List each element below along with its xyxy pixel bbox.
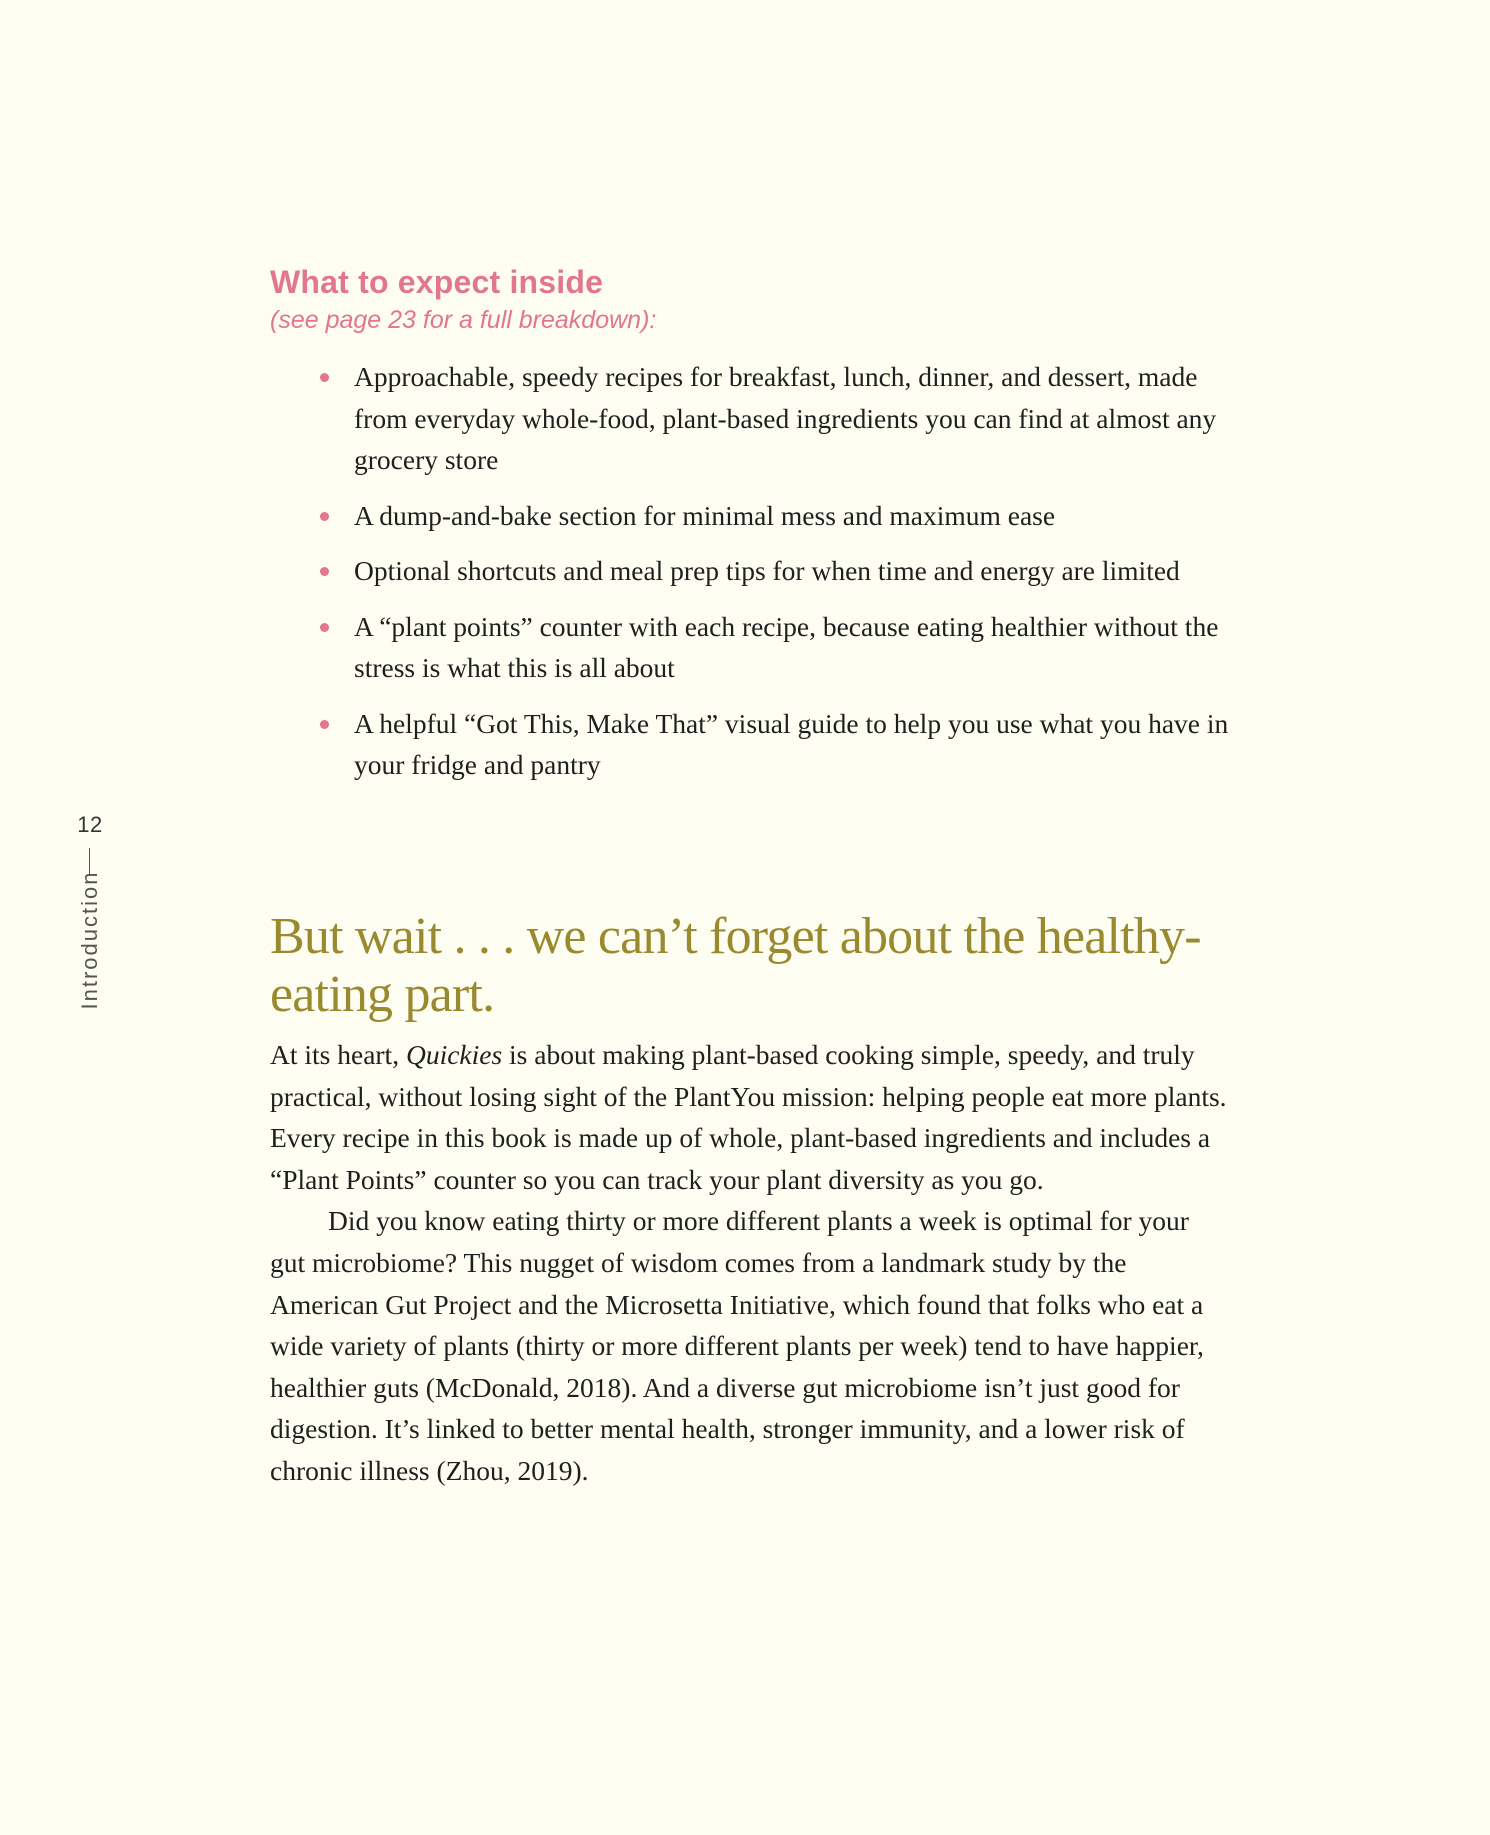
page-number: 12 (77, 812, 103, 837)
running-footer (60, 800, 120, 1030)
list-item (320, 495, 1254, 537)
feature-list (270, 356, 1250, 786)
list-item (320, 550, 1254, 592)
expect-section (270, 262, 1250, 800)
paragraph: Did you know eating thirty or more different plants a week is optimal for your gut microbiome? This nugget of wisdom comes from a landmark study by the American Gut Project and the Microsetta Initiative, which found that folks who eat a wide variety of plants (thirty or more different plants per week) tend to have happier, healthier guts (McDonald, 2018). And a diverse gut microbiome isn’t just good for digestion. It’s linked to better mental health, stronger immunity, and a lower risk of chronic illness (Zhou, 2019). (270, 1205, 1204, 1486)
expect-heading: What to expect inside (270, 264, 604, 300)
list-item (320, 356, 1254, 481)
list-item-text: A dump-and-bake section for minimal mess and maximum ease (354, 499, 1056, 531)
section-label: Introduction (77, 870, 102, 1010)
paragraph-text: At its heart, (270, 1039, 406, 1070)
list-item-text: A helpful “Got This, Make That” visual guide to help you use what you have in your fridge and pantry (354, 707, 1229, 780)
bullet-icon (320, 567, 329, 576)
section-heading: But wait . . . we can’t forget about the healthy-eating part. (270, 908, 1201, 1023)
body-copy (270, 1034, 1230, 1492)
book-title: Quickies (405, 1039, 503, 1070)
expect-subheading: (see page 23 for a full breakdown): (270, 306, 657, 334)
bullet-icon (320, 373, 329, 382)
list-item (320, 606, 1254, 689)
list-item-text: A “plant points” counter with each recipe, because eating healthier without the stress is what this is all about (354, 610, 1219, 683)
paragraph (270, 1034, 1230, 1200)
bullet-icon (320, 512, 329, 521)
bullet-icon (320, 720, 329, 729)
bullet-icon (320, 623, 329, 632)
list-item-text: Approachable, speedy recipes for breakfast, lunch, dinner, and dessert, made from everyday whole-food, plant-based ingredients you can find at almost any grocery store (354, 361, 1217, 475)
list-item-text: Optional shortcuts and meal prep tips for when time and energy are limited (354, 555, 1180, 586)
paragraph-text: is about making plant-based cooking simple, speedy, and truly practical, without losing sight of the PlantYou mission: helping people eat more plants. Every recipe in this book is made up of whole, plant-based ingredients and includes a “Plant Points” counter so you can track your plant diversity as you go. (270, 1039, 1227, 1195)
list-item (320, 703, 1254, 786)
